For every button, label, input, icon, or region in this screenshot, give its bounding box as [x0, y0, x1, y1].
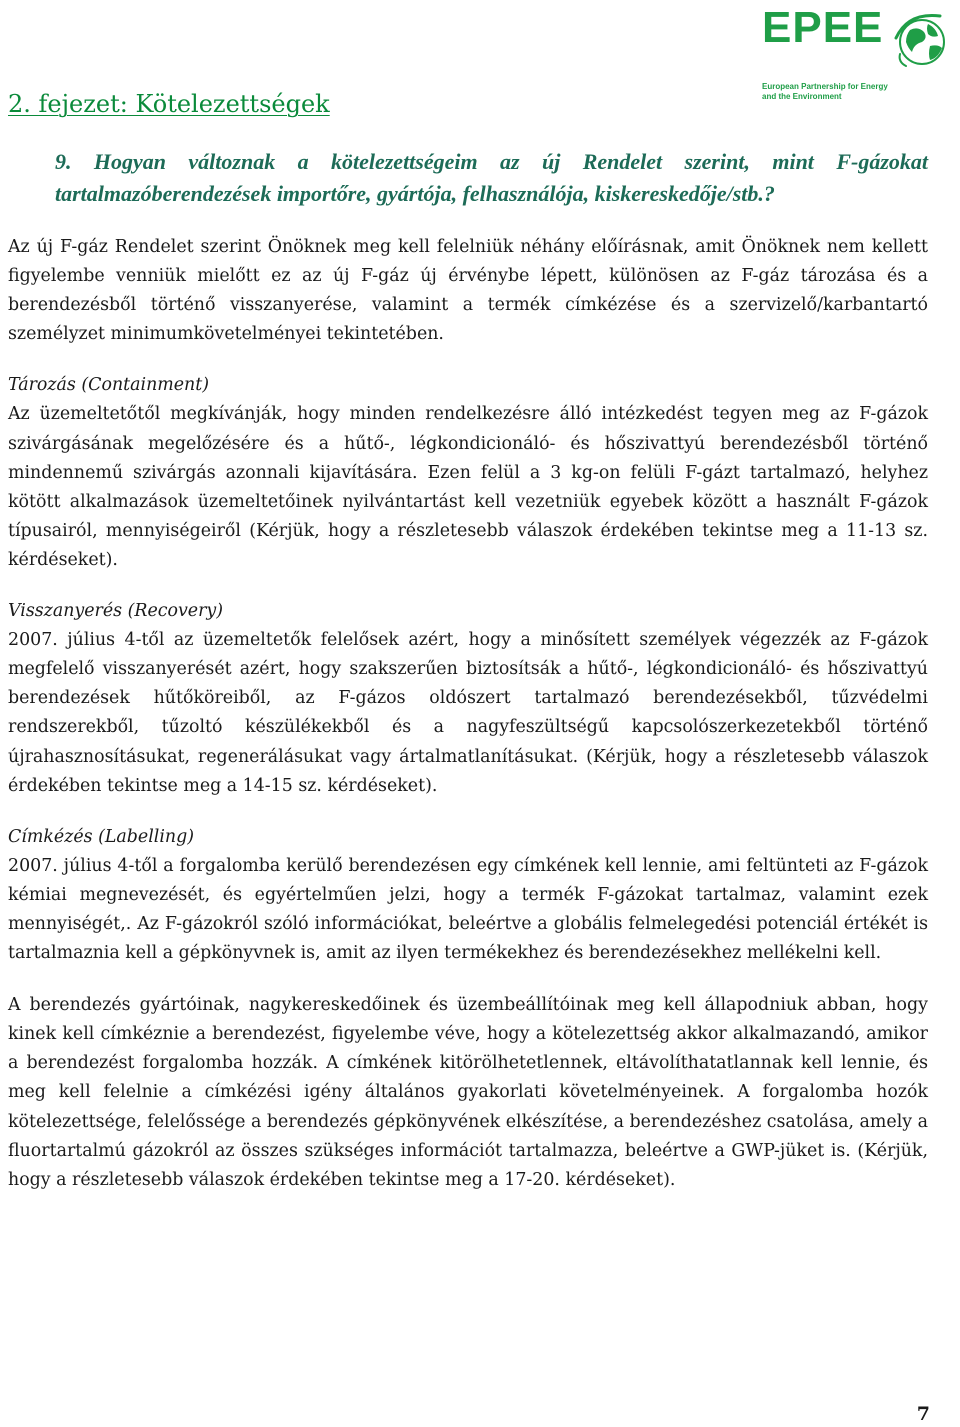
globe-swoosh-icon [888, 8, 952, 72]
section-heading-containment: Tározás (Containment) [8, 375, 210, 396]
section-text-recovery: 2007. július 4-től az üzemeltetők felelősek azért, hogy a minősített személyek végezzék az F-gázok megfelelő visszanyerését azért, hogy szakszerűen biztosítsák a hűtő-, légkondicionáló- és hőszivattyú berendezések hűtőköreiből, az F-gázos oldószert tartalmazó berendezésekből, tűzvédelmi rendszerekből, tűzoltó készülékekből és a nagyfeszültségű kapcsolószerkezetekből történő újrahasznosításukat, regenerálásukat vagy ártalmatlanításukat. (Kérjük, hogy a részletesebb válaszok érdekében tekintse meg a 14-15 sz. kérdéseket). [8, 630, 928, 796]
closing-paragraph: A berendezés gyártóinak, nagykereskedőinek és üzembeállítóinak meg kell állapodniuk abban, hogy kinek kell címkéznie a berendezést, figyelembe véve, hogy a kötelezettség akkor alkalmazandó, amikor a berendezést forgalomba hozzák. A címkének kitörölhetetlennek, eltávolíthatatlannak kell lennie, és meg kell felelnie a címkézési igény általános gyakorlati követelményeinek. A forgalomba hozók kötelezettsége, felelőssége a berendezés gépkönyvének elkészítése, a berendezéshez csatolása, amely a fluortartalmú gázokról az összes szükséges információt tartalmazza, beleértve a GWP-jüket is. (Kérjük, hogy a részletesebb válaszok érdekében tekintse meg a 17-20. kérdéseket). [8, 995, 928, 1190]
intro-paragraph: Az új F-gáz Rendelet szerint Önöknek meg kell felelniük néhány előírásnak, amit Önöknek nem kellett figyelembe venniük mielőtt ez az új F-gáz új érvénybe lépett, különösen az F-gáz tározása és a berendezésből történő visszanyerése, valamint a termék címkézése és a szervizelő/karbantartó személyzet minimumkövetelményei tekintetében. [8, 237, 928, 345]
page-number: 7 [916, 1403, 930, 1425]
section-heading-labelling: Címkézés (Labelling) [8, 826, 195, 847]
logo-subtitle: European Partnership for Energy and the Environment [762, 82, 888, 101]
document-body [8, 146, 928, 1195]
epee-logo [762, 3, 952, 102]
chapter-title: 2. fejezet: Kötelezettségek [8, 90, 330, 118]
section-heading-recovery: Visszanyerés (Recovery) [8, 601, 223, 622]
question-heading: 9. Hogyan változnak a kötelezettségeim az új Rendelet szerint, mint F-gázokat tartalmazóberendezések importőre, gyártója, felhasználója, kiskereskedője/stb.? [55, 149, 928, 206]
section-text-containment: Az üzemeltetőtől megkívánják, hogy minden rendelkezésre álló intézkedést tegyen meg az F-gázok szivárgásának megelőzésére és a hűtő-, légkondicionáló- és hőszivattyú berendezésből történő mindennemű szivárgás azonnali kijavítására. Ezen felül a 3 kg-on felüli F-gázt tartalmazó, helyhez kötött alkalmazások üzemeltetőinek nyilvántartást kell vezetniük egyebek között a használt F-gázok típusairól, mennyiségeiről (Kérjük, hogy a részletesebb válaszok érdekében tekintse meg a 11-13 sz. kérdéseket). [8, 404, 928, 570]
section-text-labelling: 2007. július 4-től a forgalomba kerülő berendezésen egy címkének kell lennie, ami feltünteti az F-gázok kémiai megnevezését, és egyértelműen jelzi, hogy a termék F-gázokat tartalmaz, valamint ezek mennyiségét,. Az F-gázokról szóló információkat, beleértve a globális felmelegedési potenciál értékét is tartalmaznia kell a gépkönyvnek is, amit az ilyen termékekhez és berendezésekhez mellékelni kell. [8, 855, 928, 964]
logo-wordmark: EPEE [762, 3, 884, 52]
